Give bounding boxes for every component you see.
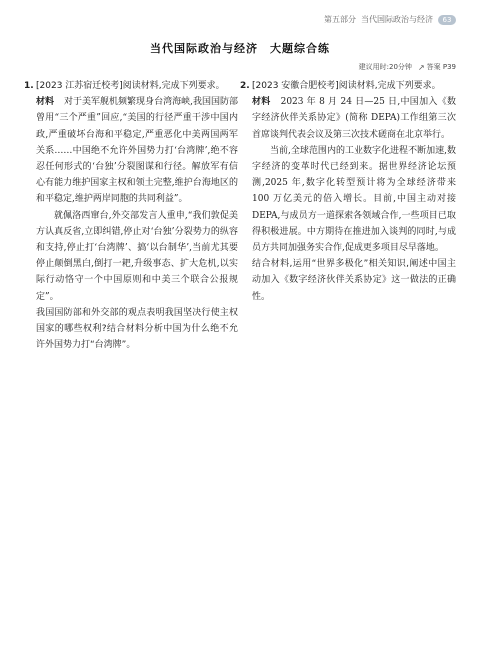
header-section: 第五部分 (324, 15, 356, 24)
question-1-prompt: 我国国防部和外交部的观点表明我国坚决行使主权国家的哪些权利?结合材料分析中国为什么绝不允许外国势力打“台湾牌”。 (36, 307, 238, 351)
question-2-paragraph-1: 2023 年 8 月 24 日—25 日,中国加入《数字经济伙伴关系协定》(简称 DEPA)工作组第三次首席谈判代表会议及第三次技术磋商在北京举行。 (252, 97, 456, 140)
question-1-header (36, 78, 238, 94)
question-2 (240, 78, 456, 305)
question-1-material-label: 材料 (36, 97, 55, 108)
page-title (0, 40, 480, 56)
answer-reference: 答案 P39 (426, 63, 456, 71)
question-1-number: 1. (24, 81, 34, 91)
exercise-meta (359, 62, 456, 72)
suggested-time: 建议用时:20分钟 (358, 63, 412, 71)
question-2-prompt: 结合材料,运用“世界多极化”相关知识,阐述中国主动加入《数字经济伙伴关系协定》这一做法的正确性。 (252, 259, 456, 302)
question-2-instruction: 阅读材料,完成下列要求。 (338, 81, 441, 91)
question-1 (24, 78, 238, 353)
question-1-instruction: 阅读材料,完成下列要求。 (122, 81, 225, 91)
question-2-header (252, 78, 456, 94)
question-1-source: [2023 江苏宿迁校考] (36, 81, 123, 91)
header-subtitle: 当代国际政治与经济 (361, 15, 433, 24)
question-2-source: [2023 安徽合肥校考] (252, 81, 339, 91)
question-2-paragraph-2: 当前,全球范围内的工业数字化进程不断加速,数字经济的变革时代已经到来。据世界经济论坛预测,2025 年,数字化转型预计将为全球经济带来 100 万亿美元的倍入增长。目前,中国主动对接 DEPA,与成员方一道探索各领域合作,一些项目已取得积极进展。中方期待在推进加入谈判的同时,与成员方共同加强务实合作,促成更多项目尽早落地。 (252, 145, 456, 254)
running-header (324, 14, 456, 25)
question-2-number: 2. (240, 81, 250, 91)
answer-key-icon: ↗ (417, 62, 425, 72)
question-2-material-label: 材料 (252, 97, 271, 108)
question-1-material (36, 94, 238, 207)
question-1-paragraph-1: 对于美军舰机频繁现身台湾海峡,我国国防部曾用“三个严重”回应,“美国的行径严重干涉中国内政,严重破坏台海和平稳定,严重恶化中美两国两军关系……中国绝不允许外国势力打‘台湾牌’,绝不容忍任何形式的‘台独’分裂图谋和行径。解放军有信心有能力维护国家主权和领土完整,维护台海地区的和平稳定,维护两岸同胞的共同利益”。 (36, 97, 238, 205)
question-1-paragraph-2: 就佩洛西窜台,外交部发言人重申,“我们敦促美方认真反省,立即纠错,停止对‘台独’分裂势力的纵容和支持,停止打‘台湾牌’、搞‘以台制华’,当前尤其要停止颠倒黑白,倒打一耙,升级事态、扩大危机,以实际行动恪守一个中国原则和中美三个联合公报规定”。 (36, 210, 238, 302)
question-2-material (252, 94, 456, 143)
page-title-part2: 大题综合练 (270, 42, 330, 55)
page-number-badge: 63 (438, 15, 456, 25)
page-title-part1: 当代国际政治与经济 (150, 42, 258, 55)
